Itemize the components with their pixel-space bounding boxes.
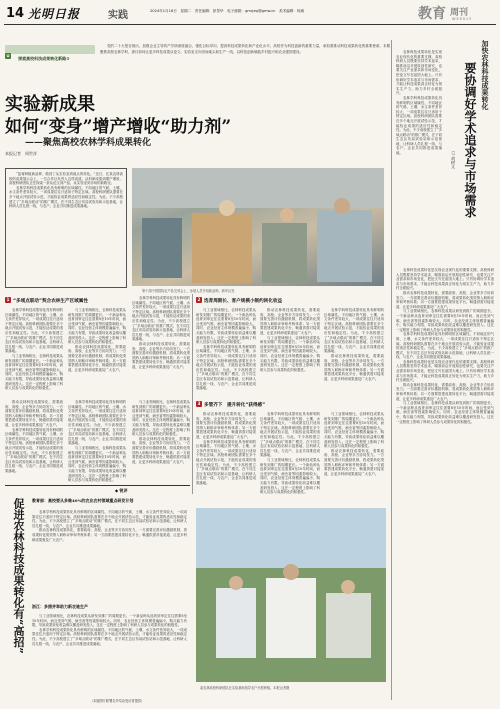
section-1-heading: 1 “多域点联动”契合农林生产区域属性 xyxy=(6,297,88,304)
masthead xyxy=(0,0,500,34)
headline-line2: 如何“变身”增产增收“助力剂” xyxy=(5,117,232,137)
section-1-col6: 与工业领域相比，农林科技成果从研发到推广的周期更长。一个新品种从选育到审定往往需要8至10年时间，而且受到气候、病虫害等因素影响较大。同时，农业经营主体规模普遍偏小，购买能力有限，导致成果转化收益难以覆盖研发投入。这在一定程度上影响了科研人员参与成果转化的积极性。 推动农林科技成果转化，需要政府、高校、企业等多方协同发力。一方面要完善评价激励机制，将成果转化绩效纳入职称评审和考核体系；另一方面要搭建成果转化平台，畅通供需对接渠道，让更多科研成果惠及广大农户。 xyxy=(132,400,190,464)
sidebar-blurb2: 与工业领域相比，农林科技成果从研发到推广的周期更长。一个新品种从选育到审定往往需要8至10年时间，而且受到气候、病虫害等因素影响较大。同时，农业经营主体规模普遍偏小，购买能力有限，导致成果转化收益难以覆盖研发投入。这在一定程度上影响了科研人员参与成果转化的积极性。 农林学科科技成果转化具有鲜明的区域属性。不同地区的气候、土壤、水文条件差异较大，一项成果往往只适用于特定区域。高校科研团队需要在多个地点开展试验示范，才能验证成果的适应性和稳定性。为此，不少高校建立了“多域点联动”的推广模式，在不同生态区布局试验站和示范基地，让科研人员扎根一线，与农户、企业共同推进成果落地。 xyxy=(32,614,187,646)
section-3-col2: 农林学科科技成果转化具有鲜明的区域属性。不同地区的气候、土壤、水文条件差异较大，一项成果往往只适用于特定区域。高校科研团队需要在多个地点开展试验示范，才能验证成果的适应性和稳定性。为此，不少高校建立了“多域点联动”的推广模式，在不同生态区布局试验站和示范基地，让科研人员扎根一线，与农户、企业共同推进成果落地。 与工业领域相比，农林科技成果从研发到推广的周期更长。一个新品种从选育到审定往往需要8至10年时间，而且受到气候、病虫害等因素影响较大。同时，农业经营主体规模普遍偏小，购买能力有限，导致成果转化收益难以覆盖研发投入。这在一定程度上影响了科研人员参与成果转化的积极性。 xyxy=(260,412,320,495)
photo-expo-caption: 第十届中国国际农产品交易会上，参展人员介绍新品种。新华社发 xyxy=(142,289,235,293)
section-1-col4: 推动农林科技成果转化，需要政府、高校、企业等多方协同发力。一方面要完善评价激励机制，将成果转化绩效纳入职称评审和考核体系；另一方面要搭建成果转化平台，畅通供需对接渠道，让更多科研成果惠及广大农户。 农林学科科技成果转化具有鲜明的区域属性。不同地区的气候、土壤、水文条件差异较大，一项成果往往只适用于特定区域。高校科研团队需要在多个地点开展试验示范，才能验证成果的适应性和稳定性。为此，不少高校建立了“多域点联动”的推广模式，在不同生态区布局试验站和示范基地，让科研人员扎根一线，与农户、企业共同推进成果落地。 xyxy=(5,400,63,473)
leaf-icon: ✿ xyxy=(6,52,10,58)
section-3-col3: 与工业领域相比，农林科技成果从研发到推广的周期更长。一个新品种从选育到审定往往需要8至10年时间，而且受到气候、病虫害等因素影响较大。同时，农业经营主体规模普遍偏小，购买能力有限，导致成果转化收益难以覆盖研发投入。这在一定程度上影响了科研人员参与成果转化的积极性。 推动农林科技成果转化，需要政府、高校、企业等多方协同发力。一方面要完善评价激励机制，将成果转化绩效纳入职称评审和考核体系；另一方面要搭建成果转化平台，畅通供需对接渠道，让更多科研成果惠及广大农户。 xyxy=(324,412,384,476)
headline-block xyxy=(5,90,385,160)
section-2-col2: 推动农林科技成果转化，需要政府、高校、企业等多方协同发力。一方面要完善评价激励机制，将成果转化绩效纳入职称评审和考核体系；另一方面要搭建成果转化平台，畅通供需对接渠道，让更多科研成果惠及广大农户。 与工业领域相比，农林科技成果从研发到推广的周期更长。一个新品种从选育到审定往往需要8至10年时间，而且受到气候、病虫害等因素影响较大。同时，农业经营主体规模普遍偏小，购买能力有限，导致成果转化收益难以覆盖研发投入。这在一定程度上影响了科研人员参与成果转化的积极性。 xyxy=(260,308,320,372)
section-2-heading: 2 选育周期长、客户规模小制约转化收益 xyxy=(197,297,283,304)
divider-main xyxy=(192,294,193,494)
editorial-body-bottom: 农林科技成果转化是实现农业现代化的重要支撑。高校科研人员既要坚持学术追求，瞄准前沿开展原创性研究，也要关注产业需求和市场变化，把论文写在祖国大地上。只有协调好学术追求与市场需求，才能让科技成果真正转化为现实生产力，助力乡村全面振兴。 推动农林科技成果转化，需要政府、高校、企业等多方协同发力。一方面要完善评价激励机制，将成果转化绩效纳入职称评审和考核体系；另一方面要搭建成果转化平台，畅通供需对接渠道，让更多科研成果惠及广大农户。 与工业领域相比，农林科技成果从研发到推广的周期更长。一个新品种从选育到审定往往需要8至10年时间，而且受到气候、病虫害等因素影响较大。同时，农业经营主体规模普遍偏小，购买能力有限，导致成果转化收益难以覆盖研发投入。这在一定程度上影响了科研人员参与成果转化的积极性。 农林学科科技成果转化具有鲜明的区域属性。不同地区的气候、土壤、水文条件差异较大，一项成果往往只适用于特定区域。高校科研团队需要在多个地点开展试验示范，才能验证成果的适应性和稳定性。为此，不少高校建立了“多域点联动”的推广模式，在不同生态区布局试验站和示范基地，让科研人员扎根一线，与农户、企业共同推进成果落地。 农林科技成果转化是实现农业现代化的重要支撑。高校科研人员既要坚持学术追求，瞄准前沿开展原创性研究，也要关注产业需求和市场变化，把论文写在祖国大地上。只有协调好学术追求与市场需求，才能让科技成果真正转化为现实生产力，助力乡村全面振兴。 推动农林科技成果转化，需要政府、高校、企业等多方协同发力。一方面要完善评价激励机制，将成果转化绩效纳入职称评审和考核体系；另一方面要搭建成果转化平台，畅通供需对接渠道，让更多科研成果惠及广大农户。 与工业领域相比，农林科技成果从研发到推广的周期更长。一个新品种从选育到审定往往需要8至10年时间，而且受到气候、病虫害等因素影响较大。同时，农业经营主体规模普遍偏小，购买能力有限，导致成果转化收益难以覆盖研发投入。这在一定程度上影响了科研人员参与成果转化的积极性。 xyxy=(396,268,494,424)
footer-note: （本版图片除署名外均由受访者提供） xyxy=(90,699,145,703)
paper-name: 光明日报 xyxy=(28,7,81,21)
section-1-col5: 农林学科科技成果转化具有鲜明的区域属性。不同地区的气候、土壤、水文条件差异较大，一项成果往往只适用于特定区域。高校科研团队需要在多个地点开展试验示范，才能验证成果的适应性和稳定性。为此，不少高校建立了“多域点联动”的推广模式，在不同生态区布局试验站和示范基地，让科研人员扎根一线，与农户、企业共同推进成果落地。 与工业领域相比，农林科技成果从研发到推广的周期更长。一个新品种从选育到审定往往需要8至10年时间，而且受到气候、病虫害等因素影响较大。同时，农业经营主体规模普遍偏小，购买能力有限，导致成果转化收益难以覆盖研发投入。这在一定程度上影响了科研人员参与成果转化的积极性。 xyxy=(68,400,126,482)
sidebar-blurb1-head: 教育部：高校要从多维40%的农业农村领域重点研发计划 xyxy=(32,498,134,503)
section-3-col1: 推动农林科技成果转化，需要政府、高校、企业等多方协同发力。一方面要完善评价激励机制，将成果转化绩效纳入职称评审和考核体系；另一方面要搭建成果转化平台，畅通供需对接渠道，让更多科研成果惠及广大农户。 农林学科科技成果转化具有鲜明的区域属性。不同地区的气候、土壤、水文条件差异较大，一项成果往往只适用于特定区域。高校科研团队需要在多个地点开展试验示范，才能验证成果的适应性和稳定性。为此，不少高校建立了“多域点联动”的推广模式，在不同生态区布局试验站和示范基地，让科研人员扎根一线，与农户、企业共同推进成果落地。 xyxy=(196,412,256,485)
section-3-heading: 3 多管齐下 提升转化“获得感” xyxy=(197,401,266,408)
section-2-col1: 与工业领域相比，农林科技成果从研发到推广的周期更长。一个新品种从选育到审定往往需要8至10年时间，而且受到气候、病虫害等因素影响较大。同时，农业经营主体规模普遍偏小，购买能力有限，导致成果转化收益难以覆盖研发投入。这在一定程度上影响了科研人员参与成果转化的积极性。 农林学科科技成果转化具有鲜明的区域属性。不同地区的气候、土壤、水文条件差异较大，一项成果往往只适用于特定区域。高校科研团队需要在多个地点开展试验示范，才能验证成果的适应性和稳定性。为此，不少高校建立了“多域点联动”的推广模式，在不同生态区布局试验站和示范基地，让科研人员扎根一线，与农户、企业共同推进成果落地。 xyxy=(196,308,256,391)
headline-subtitle: ——聚焦高校农林学科成果转化 xyxy=(25,138,152,148)
intro-box-text: “蓝莓种植新品种，做到了从实验室到地头的转化。”近日，在某农林高校的成果展示会上，一位合作社负责人这样说道。从科研成果到增产增收，高校科研团队正在探索一条从论文到产品、从实验室到市场的新路径。 农林学科科技成果转化具有鲜明的区域属性。不同地区的气候、土壤、水文条件差异较大，一项成果往往只适用于特定区域。高校科研团队需要在多个地点开展试验示范，才能验证成果的适应性和稳定性。为此，不少高校建立了“多域点联动”的推广模式，在不同生态区布局试验站和示范基地，让科研人员扎根一线，与农户、企业共同推进成果落地。 xyxy=(9,172,123,209)
sidebar-blurb2-head: 浙江：多措并举助力新农驰生产 xyxy=(32,604,88,609)
section-1-col3: 农林学科科技成果转化具有鲜明的区域属性。不同地区的气候、土壤、水文条件差异较大，一项成果往往只适用于特定区域。高校科研团队需要在多个地点开展试验示范，才能验证成果的适应性和稳定性。为此，不少高校建立了“多域点联动”的推广模式，在不同生态区布局试验站和示范基地，让科研人员扎根一线，与农户、企业共同推进成果落地。 推动农林科技成果转化，需要政府、高校、企业等多方协同发力。一方面要完善评价激励机制，将成果转化绩效纳入职称评审和考核体系；另一方面要搭建成果转化平台，畅通供需对接渠道，让更多科研成果惠及广大农户。 xyxy=(132,296,190,369)
column-small: 周刊 xyxy=(450,8,469,18)
section-label: 实践 xyxy=(108,10,128,21)
sidebar-title: 促进农林科技成果转化有“高招” xyxy=(12,498,25,654)
sidebar-blurb1: 农林学科科技成果转化具有鲜明的区域属性。不同地区的气候、土壤、水文条件差异较大，一项成果往往只适用于特定区域。高校科研团队需要在多个地点开展试验示范，才能验证成果的适应性和稳定性。为此，不少高校建立了“多域点联动”的推广模式，在不同生态区布局试验站和示范基地，让科研人员扎根一线，与农户、企业共同推进成果落地。 推动农林科技成果转化，需要政府、高校、企业等多方协同发力。一方面要完善评价激励机制，将成果转化绩效纳入职称评审和考核体系；另一方面要搭建成果转化平台，畅通供需对接渠道，让更多科研成果惠及广大农户。 xyxy=(32,510,187,542)
section-1-col1: 农林学科科技成果转化具有鲜明的区域属性。不同地区的气候、土壤、水文条件差异较大，一项成果往往只适用于特定区域。高校科研团队需要在多个地点开展试验示范，才能验证成果的适应性和稳定性。为此，不少高校建立了“多域点联动”的推广模式，在不同生态区布局试验站和示范基地，让科研人员扎根一线，与农户、企业共同推进成果落地。 与工业领域相比，农林科技成果从研发到推广的周期更长。一个新品种从选育到审定往往需要8至10年时间，而且受到气候、病虫害等因素影响较大。同时，农业经营主体规模普遍偏小，购买能力有限，导致成果转化收益难以覆盖研发投入。这在一定程度上影响了科研人员参与成果转化的积极性。 xyxy=(5,308,63,391)
section-2-number: 2 xyxy=(197,297,201,302)
photo-field xyxy=(196,508,386,682)
diamond-icon: ◆ xyxy=(115,488,119,493)
sidebar-top-rule xyxy=(5,485,190,486)
photo-expo-image xyxy=(132,168,384,286)
editorial-kicker: 加快农林科技成果转化 xyxy=(481,40,490,110)
series-tag xyxy=(5,45,95,61)
column-big: 教育 xyxy=(418,6,446,22)
series-tag-text: 探索高校科技成果转化新路③ xyxy=(18,56,70,61)
byline: 本报记者 周世祥 xyxy=(5,151,37,156)
lead-intro xyxy=(100,44,390,55)
masthead-rule xyxy=(4,24,496,25)
editorial-title: 要协调好学术追求与市场需求 xyxy=(463,62,477,218)
photo-field-image xyxy=(196,508,386,682)
editorial-body-top: 农林科技成果转化是实现农业现代化的重要支撑。高校科研人员既要坚持学术追求，瞄准前沿开展原创性研究，也要关注产业需求和市场变化，把论文写在祖国大地上。只有协调好学术追求与市场需求，才能让科技成果真正转化为现实生产力，助力乡村全面振兴。 农林学科科技成果转化具有鲜明的区域属性。不同地区的气候、土壤、水文条件差异较大，一项成果往往只适用于特定区域。高校科研团队需要在多个地点开展试验示范，才能验证成果的适应性和稳定性。为此，不少高校建立了“多域点联动”的推广模式，在不同生态区布局试验站和示范基地，让科研人员扎根一线，与农户、企业共同推进成果落地。 xyxy=(396,50,442,156)
headline-line1: 实验新成果 xyxy=(5,94,95,115)
section-1-number: 1 xyxy=(6,297,10,302)
dateline: 2024年1月16日 星期二 责任编辑：彭景华 电子邮箱：gmrjzsj@gmw.cn 美术编辑：杨威 xyxy=(150,9,305,13)
photo-expo xyxy=(132,168,384,286)
section-1-col2: 与工业领域相比，农林科技成果从研发到推广的周期更长。一个新品种从选育到审定往往需要8至10年时间，而且受到气候、病虫害等因素影响较大。同时，农业经营主体规模普遍偏小，购买能力有限，导致成果转化收益难以覆盖研发投入。这在一定程度上影响了科研人员参与成果转化的积极性。 推动农林科技成果转化，需要政府、高校、企业等多方协同发力。一方面要完善评价激励机制，将成果转化绩效纳入职称评审和考核体系；另一方面要搭建成果转化平台，畅通供需对接渠道，让更多科研成果惠及广大农户。 xyxy=(68,308,126,372)
photo-field-caption: 某农林高校科研团队在实验基地指导农户开展种植。本报记者摄 xyxy=(200,686,290,690)
page-number: 14 xyxy=(6,6,25,21)
section-2-col3: 农林学科科技成果转化具有鲜明的区域属性。不同地区的气候、土壤、水文条件差异较大，一项成果往往只适用于特定区域。高校科研团队需要在多个地点开展试验示范，才能验证成果的适应性和稳定性。为此，不少高校建立了“多域点联动”的推广模式，在不同生态区布局试验站和示范基地，让科研人员扎根一线，与农户、企业共同推进成果落地。 推动农林科技成果转化，需要政府、高校、企业等多方协同发力。一方面要完善评价激励机制，将成果转化绩效纳入职称评审和考核体系；另一方面要搭建成果转化平台，畅通供需对接渠道，让更多科研成果惠及广大农户。 xyxy=(324,308,384,381)
sidebar-kicker: ◆ 锐评 xyxy=(115,488,128,493)
intro-box xyxy=(5,168,127,288)
section-3-number: 3 xyxy=(197,401,201,406)
lead-intro-text: 党的二十大报告指出，加强企业主导的产学研深度融合，强化目标导向，提高科技成果转化和产业化水平。高校作为科技创新的重要力量，承担着推动科技成果转化的重要使命。本期聚焦高校农林学科，探讨如何让更多科技成果从论文、实验室走向田间地头和生产一线，以科技创新赋能乡村振兴和农业强国建设。 xyxy=(100,44,390,54)
column-latin: WEEKLY xyxy=(452,17,473,21)
editorial-divider xyxy=(391,40,392,700)
editorial-author: □ 胡树文 xyxy=(451,150,456,169)
